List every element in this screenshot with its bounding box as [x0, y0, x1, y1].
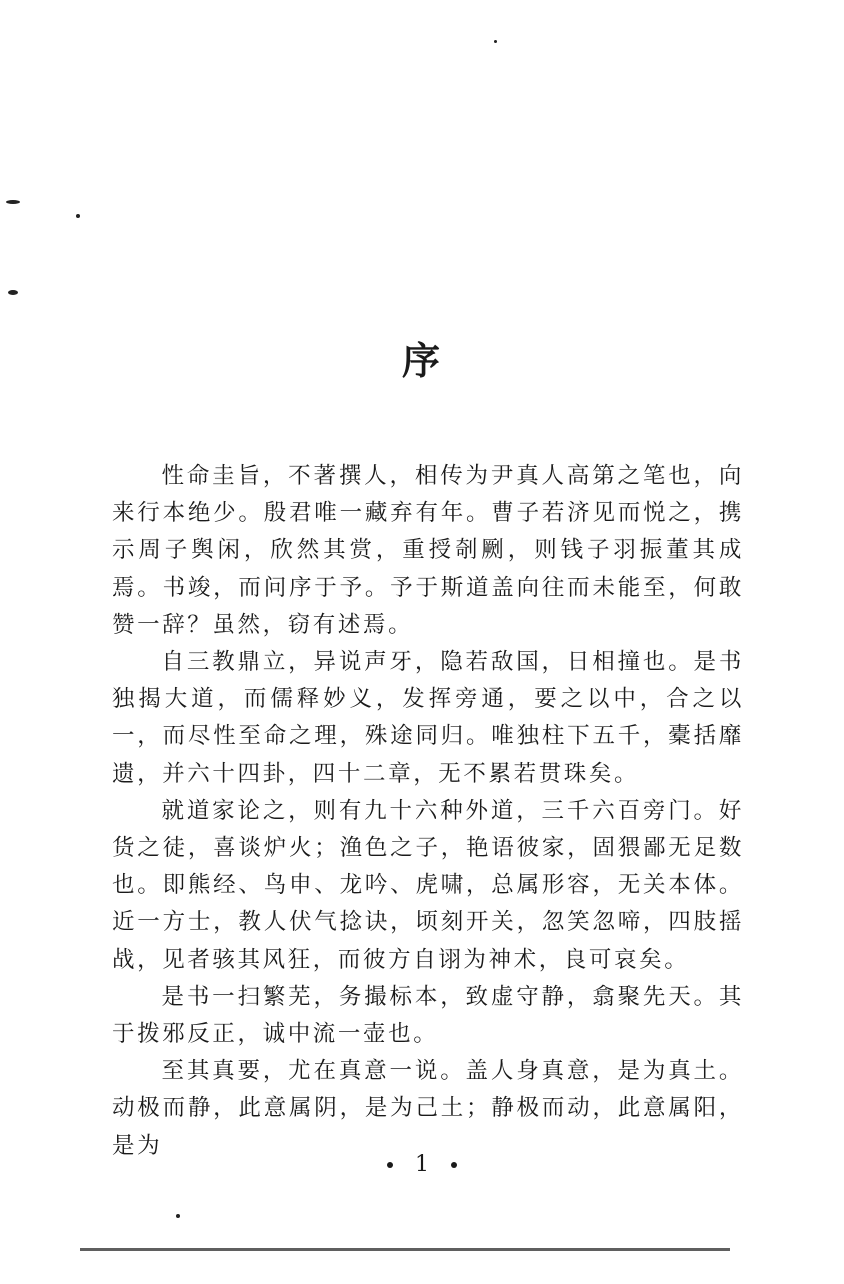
scan-speck [176, 1214, 180, 1218]
scan-speck [494, 40, 497, 43]
bullet-dot-icon [451, 1162, 457, 1168]
page-title: 序 [401, 338, 442, 384]
scan-speck [6, 200, 20, 204]
page-number: 1 [415, 1152, 429, 1177]
paragraph: 是书一扫繁芜，务撮标本，致虚守静，翕聚先天。其于拨邪反正，诚中流一壶也。 [112, 983, 744, 1048]
body-text [112, 458, 744, 1165]
paragraph: 就道家论之，则有九十六种外道，三千六百旁门。好货之徒，喜谈炉火；渔色之子，艳语彼家，固猥鄙无足数也。即熊经、鸟申、龙吟、虎啸，总属形容，无关本体。近一方士，教人伏气捻诀，顷刻开关，忽笑忽啼，四肢摇战，见者骇其风狂，而彼方自诩为神术，良可哀矣。 [112, 797, 744, 973]
scan-edge-rule [80, 1248, 730, 1251]
paragraph: 至其真要，尤在真意一说。盖人身真意，是为真土。动极而静，此意属阴，是为己土；静极而动，此意属阳，是为 [112, 1058, 744, 1159]
page-footer [0, 1150, 844, 1180]
scan-speck [8, 290, 18, 295]
bullet-dot-icon [387, 1162, 393, 1168]
scan-speck [76, 214, 80, 218]
paragraph: 性命圭旨，不著撰人，相传为尹真人高第之笔也，向来行本绝少。殷君唯一藏弃有年。曹子若济见而悦之，携示周子舆闲，欣然其赏，重授剞劂，则钱子羽振董其成焉。书竣，而问序于予。予于斯道盖向往而未能至，何敢赞一辞？虽然，窃有述焉。 [112, 463, 744, 638]
paragraph: 自三教鼎立，异说声牙，隐若敌国，日相撞也。是书独揭大道，而儒释妙义，发挥旁通，要之以中，合之以一，而尽性至命之理，殊途同归。唯独柱下五千，橐括靡遗，并六十四卦，四十二章，无不累若贯珠矣。 [112, 649, 744, 787]
